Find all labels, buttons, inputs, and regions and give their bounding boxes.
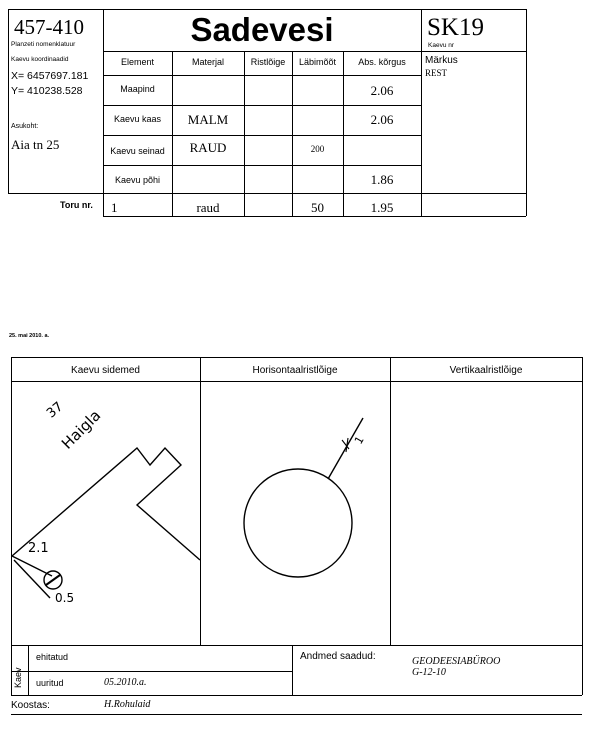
data-source-line1: GEODEESIABÜROO <box>412 656 501 667</box>
row-element: Kaevu kaas <box>113 114 162 124</box>
row-height: 2.06 <box>370 83 394 98</box>
col-title-horizontal-section: Horisontaalristlõige <box>252 365 338 376</box>
coord-x: X= 6457697.181 <box>11 70 89 82</box>
nomenclature-number: 457-410 <box>14 15 84 39</box>
row-element: Kaevu põhi <box>114 175 161 185</box>
handwritten-pipe-number: 1 <box>352 433 367 447</box>
row-diameter: 200 <box>310 144 325 154</box>
pipe-diameter: 50 <box>311 200 324 215</box>
measured-label: uuritud <box>36 678 64 688</box>
pipe-height: 1.95 <box>370 200 394 215</box>
row-element: Maapind <box>120 84 155 94</box>
col-header-diameter: Läbimõõt <box>298 57 337 67</box>
handwritten-distance-1: 2.1 <box>28 541 49 556</box>
coord-y: Y= 410238.528 <box>11 85 83 97</box>
remarks-label: Märkus <box>425 55 458 66</box>
well-side-label: Kaev <box>13 667 23 688</box>
col-title-well-ties: Kaevu sidemed <box>71 365 140 376</box>
pipe-number: 1 <box>111 200 118 215</box>
row-height: 2.06 <box>370 112 394 127</box>
compiled-by-value: H.Rohulaid <box>104 699 151 710</box>
handwritten-address: 37 <box>44 399 67 422</box>
data-source-line2: G-12-10 <box>412 667 446 678</box>
col-header-element: Element <box>120 57 155 67</box>
remarks-value: REST <box>425 68 448 78</box>
location-value: Aia tn 25 <box>11 137 60 152</box>
document-date: 25. mai 2010. a. <box>9 333 50 339</box>
col-title-vertical-section: Vertikaalristlõige <box>449 365 523 376</box>
col-header-cross-section: Ristlõige <box>250 57 286 67</box>
data-source-label: Andmed saadud: <box>300 651 376 662</box>
row-height: 1.86 <box>370 172 394 187</box>
row-material: RAUD <box>189 140 227 155</box>
compiled-by-label: Koostas: <box>11 700 50 711</box>
pipe-material: raud <box>196 200 220 215</box>
row-material: MALM <box>187 112 229 127</box>
pipe-label: Toru nr. <box>60 200 93 210</box>
handwritten-distance-2: 0.5 <box>55 591 75 605</box>
col-header-abs-height: Abs. kõrgus <box>358 57 406 67</box>
well-cross-section-circle <box>244 469 352 577</box>
location-label: Asukoht: <box>11 123 39 130</box>
measured-value: 05.2010.a. <box>104 677 147 688</box>
tie-line <box>12 556 52 576</box>
col-header-material: Materjal <box>191 57 224 67</box>
nomenclature-label: Planzeti nomenklatuur <box>11 41 76 48</box>
coords-label: Kaevu koordinaadid <box>11 56 69 63</box>
handwritten-street: Haigla <box>58 406 105 453</box>
well-number-label: Kaevu nr <box>428 42 455 49</box>
pipe-line <box>328 418 363 479</box>
built-label: ehitatud <box>36 652 69 662</box>
well-number: SK19 <box>427 14 484 41</box>
row-element: Kaevu seinad <box>110 146 165 156</box>
page-title: Sadevesi <box>190 11 334 48</box>
